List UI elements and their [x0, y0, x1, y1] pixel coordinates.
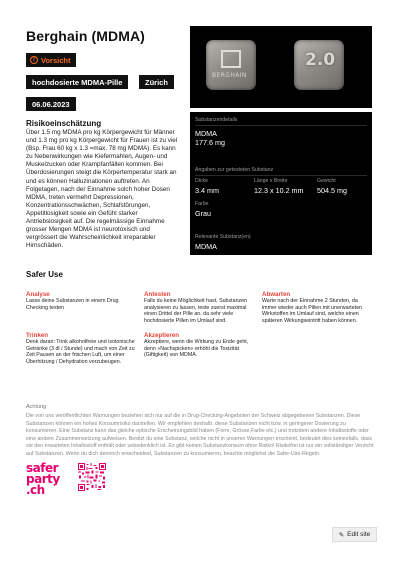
exclamation-icon: ! [30, 56, 38, 64]
warning-badge [26, 53, 76, 67]
logo-line3: .ch [26, 483, 45, 497]
size-label: Länge x Breite [254, 178, 288, 184]
date-tag: 06.06.2023 [26, 97, 76, 111]
edit-site-button[interactable] [332, 527, 377, 542]
page-title: Berghain (MDMA) [26, 28, 145, 44]
substance-details-panel [190, 112, 372, 255]
pencil-icon: ✎ [338, 531, 345, 539]
color-value: Grau [195, 209, 211, 218]
weight-label: Gewicht [317, 178, 336, 184]
tip-heading-trinken: Trinken [26, 332, 49, 339]
tip-heading-analyse: Analyse [26, 291, 50, 298]
disclaimer-heading: Achtung [26, 404, 47, 410]
tip-text-antesten: Falls du keine Möglichkeit hast, Substanzen analysieren zu lassen, teste zuerst maximal einen Drittel der Pille an, da sehr viele hochdosierte Pillen im Umlauf sind. [144, 298, 248, 324]
pill-type-tag: hochdosierte MDMA-Pille [26, 75, 128, 89]
pill-logo-icon [221, 50, 241, 68]
weight-value: 504.5 mg [317, 186, 347, 195]
tip-text-trinken: Denk daran: Trink alkoholfreie und isotonische Getränke (3 dl / Stunde) und mach von Zeit zu Zeit Pausen an der frischen Luft, um einer Überhitzung / Dehydration vorzubeugen. [26, 339, 135, 365]
tip-text-analyse: Lasse deine Substanzen in einem Drug Checking testen [26, 298, 119, 311]
color-label: Farbe [195, 201, 209, 207]
substance-amount: 177.6 mg [195, 138, 225, 147]
disclaimer-text: Die von uns veröffentlichten Warnungen beziehen sich nur auf die in Drug-Checking-Angeboten der Schweiz abgegebenen Substanzen. Diese Substanzen können ein hohes Konsumrisiko darstellen. Wir empfehlen deshalb, diese Substanzen nicht bzw. in geringerer Dosierung zu konsumieren. Eine Substanz kann das gleiche optische Erscheinungsbild haben (Form, Grösse,Farbe etc.) und trotzdem andere Inhaltsstoffe oder eine andere Zusammensetzung aufweisen. Besitzt du eine Substanz, welche nicht in unseren Warnungen erscheint, bedeutet dies keinesfalls, dass sie den erwarteten Inhaltsstoff enthält oder unbedenklich ist. Es gibt keinen Substanzkonsum ohne Risiko! Risikofrei ist nur ein vollständiger Verzicht auf Substanzen. Wenn du dich dennoch entscheidest, Substanzen zu konsumieren, beachte möglichst die Safer-Use-Regeln. [26, 413, 374, 457]
warning-label: Vorsicht [41, 55, 71, 65]
pill-engraving-text: BERGHAIN [212, 72, 247, 79]
size-value: 12.3 x 10.2 mm [254, 186, 304, 195]
logo-line2: party [26, 472, 60, 486]
tip-heading-abwarten: Abwarten [262, 291, 291, 298]
saferparty-logo[interactable] [26, 463, 72, 499]
pill-engraving-number: 2.0 [305, 50, 336, 70]
relevant-substance-value: MDMA [195, 242, 217, 251]
tip-text-akzeptieren: Akzeptiere, wenn die Wirkung zu Ende geht, denn »Nachspicken« erhöht die Toxizität (Giftigkeit) von MDMA. [144, 339, 249, 359]
thickness-value: 3.4 mm [195, 186, 219, 195]
city-tag: Zürich [139, 75, 174, 89]
qr-code-icon[interactable] [78, 463, 106, 491]
logo-line1: safer [26, 461, 59, 475]
thickness-label: Dicke [195, 178, 208, 184]
pill-front-image [206, 40, 256, 90]
tip-heading-antesten: Antesten [144, 291, 171, 298]
relevant-substance-label: Relevante Substanz(en) [195, 234, 251, 240]
substance-name: MDMA [195, 129, 217, 138]
divider [195, 175, 367, 176]
risk-heading: Risikoeinschätzung [26, 119, 102, 128]
safer-use-heading: Safer Use [26, 270, 63, 279]
tip-heading-akzeptieren: Akzeptieren [144, 332, 180, 339]
tested-section-label: Angaben zur getesteten Substanz [195, 167, 274, 173]
edit-site-label: Edit site [347, 531, 371, 538]
tip-text-abwarten: Warte nach der Einnahme 2 Stunden, da immer wieder auch Pillen mit unerwarteten Wirkstoffen im Umlauf sind, welche einen späteren Wirkungseintritt haben können. [262, 298, 363, 324]
divider [195, 125, 367, 126]
pill-back-image [294, 40, 344, 90]
risk-text: Über 1.5 mg MDMA pro kg Körpergewicht für Männer und 1.3 mg pro kg Körpergewicht für Frauen ist zu viel (Bsp. Frau 60 kg x 1.3 =max. 78 mg MDMA). Es kann zu Nebenwirkungen wie Kiefermahlen, Augen- und Muskelzucken oder Krampfanfällen kommen. Bei Überdosierungen steigt die Körpertemperatur stark an und es können Halluzinationen auftreten. An Folgetagen, nach der Einnahme solch hoher Dosen MDMA, treten vermehrt Depressionen, Konzentrationsschwächen, Schlafstörungen, Appetitlosigkeit sowie ein Gefühl starker Antriebslosigkeit auf. Die regelmässige Einnahme grosser Mengen MDMA ist neurotoxisch und vergrössert die Wahrscheinlichkeit irreparabler Hirnschäden. [26, 129, 178, 250]
details-section-label: Substanzendetails [195, 117, 238, 123]
pill-photo [190, 26, 372, 108]
